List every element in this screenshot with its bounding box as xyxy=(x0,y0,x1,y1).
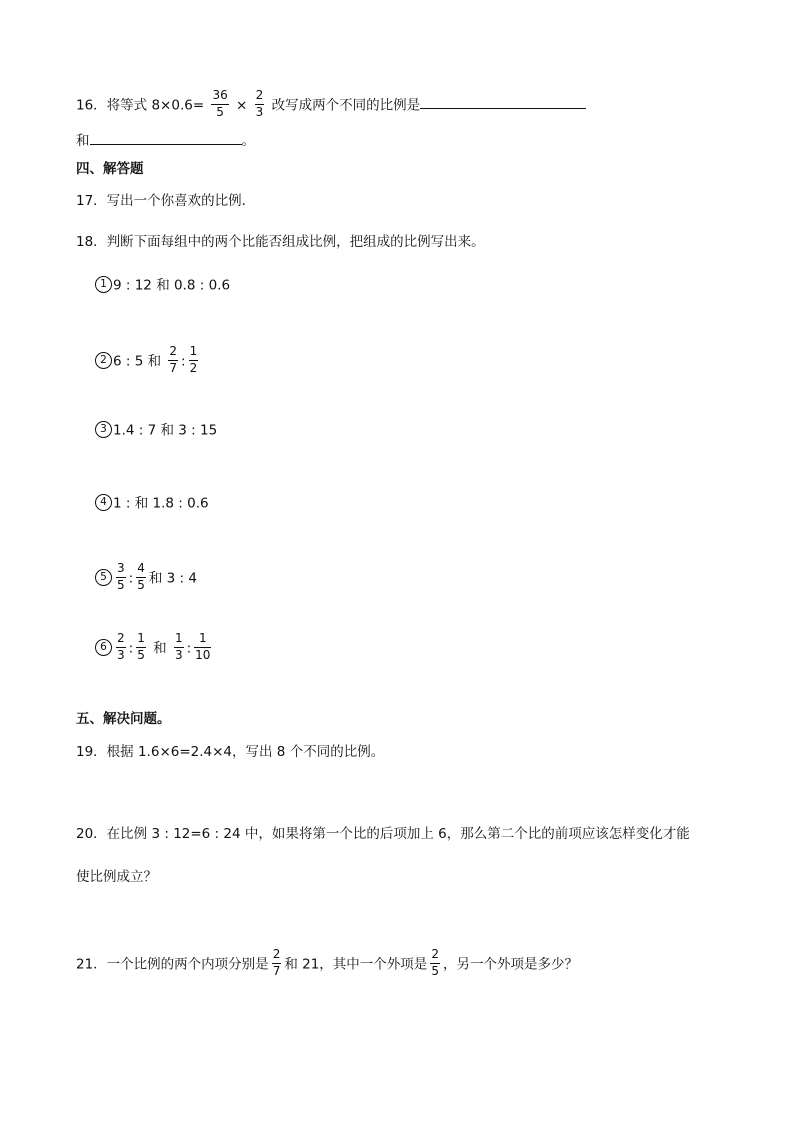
q18-item-4: 4 1 : 和 1.8 : 0.6 xyxy=(95,495,209,512)
answer-blank-2[interactable] xyxy=(90,132,242,145)
q16-and: 和 xyxy=(76,133,90,149)
circled-number-6: 6 xyxy=(95,639,112,656)
q18-item-6-fraction-c: $\frac{1}{3}$ xyxy=(174,631,183,662)
q16-fraction-2: $\frac{2}{3}$ xyxy=(255,88,264,119)
question-20-line2: 使比例成立？ xyxy=(76,869,157,885)
q18-item-2-fraction-b: $\frac{1}{2}$ xyxy=(189,344,198,375)
q18-item-6-fraction-a: $\frac{2}{3}$ xyxy=(117,631,125,662)
q18-item-6-fraction-d: $\frac{1}{10}$ xyxy=(195,631,211,662)
q18-item-3: 3 1.4 : 7 和 3 : 15 xyxy=(95,422,217,439)
question-21: 21．一个比例的两个内项分别是 $\frac{2}{7}$ 和 21，其中一个外项是 $\frac{2}{5}$ ，另一个外项是多少？ xyxy=(76,947,578,978)
question-16 xyxy=(76,90,586,121)
circled-number-4: 4 xyxy=(95,494,112,511)
question-18: 18．判断下面每组中的两个比能否组成比例，把组成的比例写出来。 xyxy=(76,234,485,250)
q18-item-5-fraction-b: $\frac{4}{5}$ xyxy=(137,561,145,592)
circled-number-2: 2 xyxy=(95,352,112,369)
q16-end: 。 xyxy=(241,133,255,149)
q18-item-6-fraction-b: $\frac{1}{5}$ xyxy=(137,631,145,662)
q21-fraction-b: $\frac{2}{5}$ xyxy=(431,947,439,978)
q18-item-2-fraction-a: $\frac{2}{7}$ xyxy=(169,344,178,375)
q18-item-5-fraction-a: $\frac{3}{5}$ xyxy=(117,561,125,592)
q21-fraction-a: $\frac{2}{7}$ xyxy=(272,947,281,978)
question-16-line2 xyxy=(76,132,255,149)
circled-number-5: 5 xyxy=(95,569,112,586)
q18-item-5: 5 $\frac{3}{5}$ : $\frac{4}{5}$ 和 3 : 4 xyxy=(95,563,197,594)
circled-number-3: 3 xyxy=(95,421,112,438)
q18-item-6: 6 $\frac{2}{3}$ : $\frac{1}{5}$ 和 $\frac{1}{3}$ : $\frac{1}{10}$ xyxy=(95,633,214,664)
section-5-title: 五、解决问题。 xyxy=(76,711,171,727)
q18-item-1: 1 9 : 12 和 0.8 : 0.6 xyxy=(95,277,230,294)
answer-blank-1[interactable] xyxy=(420,96,586,109)
question-20: 20．在比例 3 : 12=6 : 24 中，如果将第一个比的后项加上 6，那么第二个比的前项应该怎样变化才能 xyxy=(76,826,690,842)
question-17: 17．写出一个你喜欢的比例． xyxy=(76,193,256,209)
q18-item-2: 2 6 : 5 和 $\frac{2}{7}$ : $\frac{1}{2}$ xyxy=(95,346,201,377)
q16-times: × xyxy=(236,97,248,114)
question-19: 19．根据 1.6×6=2.4×4，写出 8 个不同的比例。 xyxy=(76,744,385,760)
q16-fraction-1: $\frac{36}{5}$ xyxy=(212,88,228,119)
circled-number-1: 1 xyxy=(95,276,112,293)
q16-prefix: 16．将等式 8×0.6= xyxy=(76,97,205,114)
section-4-title: 四、解答题 xyxy=(76,161,144,177)
q16-suffix: 改写成两个不同的比例是 xyxy=(271,97,421,114)
